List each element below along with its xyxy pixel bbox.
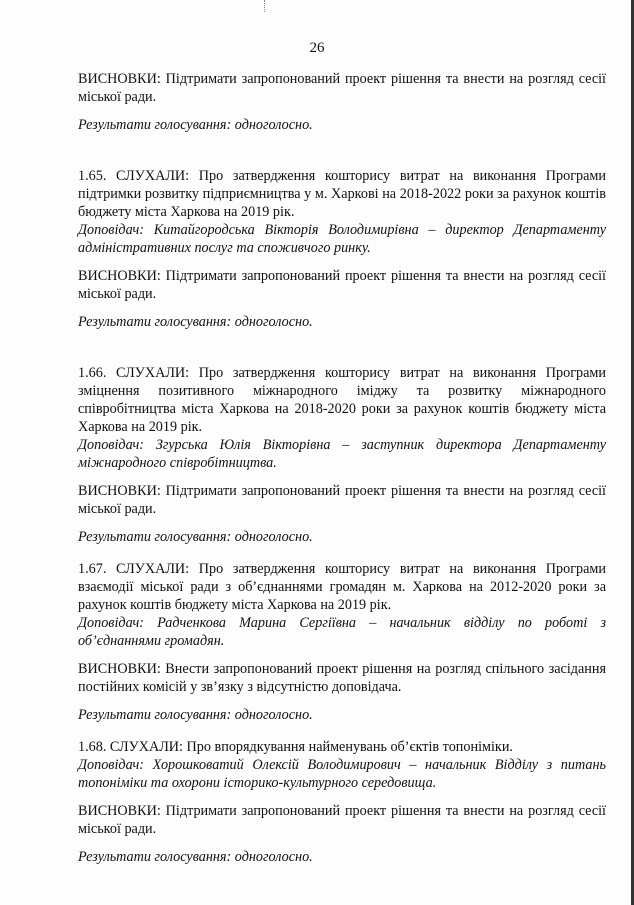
- speaker-text: Доповідач: Китайгородська Вікторія Володимирівна – директор Департаменту адміністративних послуг та споживчого ринку.: [78, 222, 606, 256]
- heard-text: 1.65. СЛУХАЛИ: Про затвердження кошторису витрат на виконання Програми підтримки розвитку підприємництва у м. Харкові на 2018-2022 роки за рахунок коштів бюджету міста Харкова на 2019 рік.: [78, 168, 606, 220]
- speaker-text: Доповідач: Радченкова Марина Сергіївна – начальник відділу по роботі з об’єднаннями громадян.: [78, 615, 606, 649]
- page-number: 26: [309, 40, 325, 56]
- conclusion-text: ВИСНОВКИ: Підтримати запропонований проект рішення та внести на розгляд сесії міської ради.: [78, 268, 606, 302]
- agenda-item-1-66: [78, 364, 606, 546]
- intro-result: Результати голосування: одноголосно.: [78, 117, 313, 133]
- vote-result: Результати голосування: одноголосно.: [78, 314, 313, 330]
- intro-conclusion: ВИСНОВКИ: Підтримати запропонований проект рішення та внести на розгляд сесії міської ради.: [78, 71, 606, 105]
- agenda-item-1-65: [78, 167, 606, 331]
- conclusion-text: ВИСНОВКИ: Підтримати запропонований проект рішення та внести на розгляд сесії міської ради.: [78, 483, 606, 517]
- speaker-text: Доповідач: Згурська Юлія Вікторівна – заступник директора Департаменту міжнародного співробітництва.: [78, 437, 606, 471]
- fold-mark: [264, 0, 266, 12]
- vote-result: Результати голосування: одноголосно.: [78, 707, 313, 723]
- speaker-text: Доповідач: Хорошковатий Олексій Володимирович – начальник Відділу з питань топоніміки та охорони історико-культурного середовища.: [78, 757, 606, 791]
- agenda-item-1-68: [78, 738, 606, 866]
- conclusion-text: ВИСНОВКИ: Внести запропонований проект рішення на розгляд спільного засідання постійних комісій у зв’язку з відсутністю доповідача.: [78, 661, 606, 695]
- conclusion-text: ВИСНОВКИ: Підтримати запропонований проект рішення та внести на розгляд сесії міської ради.: [78, 803, 606, 837]
- document-body: [78, 70, 606, 866]
- heard-text: 1.66. СЛУХАЛИ: Про затвердження кошторису витрат на виконання Програми зміцнення позитивного міжнародного іміджу та розвитку міжнародного співробітництва міста Харкова на 2018-2020 роки за рахунок коштів бюджету міста Харкова на 2019 рік.: [78, 365, 606, 435]
- vote-result: Результати голосування: одноголосно.: [78, 849, 313, 865]
- heard-text: 1.67. СЛУХАЛИ: Про затвердження кошторису витрат на виконання Програми взаємодії міської ради з об’єднаннями громадян м. Харкова на 2012-2020 роки за рахунок коштів бюджету міста Харкова на 2019 рік.: [78, 561, 606, 613]
- heard-text: 1.68. СЛУХАЛИ: Про впорядкування найменувань об’єктів топоніміки.: [78, 739, 513, 755]
- vote-result: Результати голосування: одноголосно.: [78, 529, 313, 545]
- agenda-item-1-67: [78, 560, 606, 724]
